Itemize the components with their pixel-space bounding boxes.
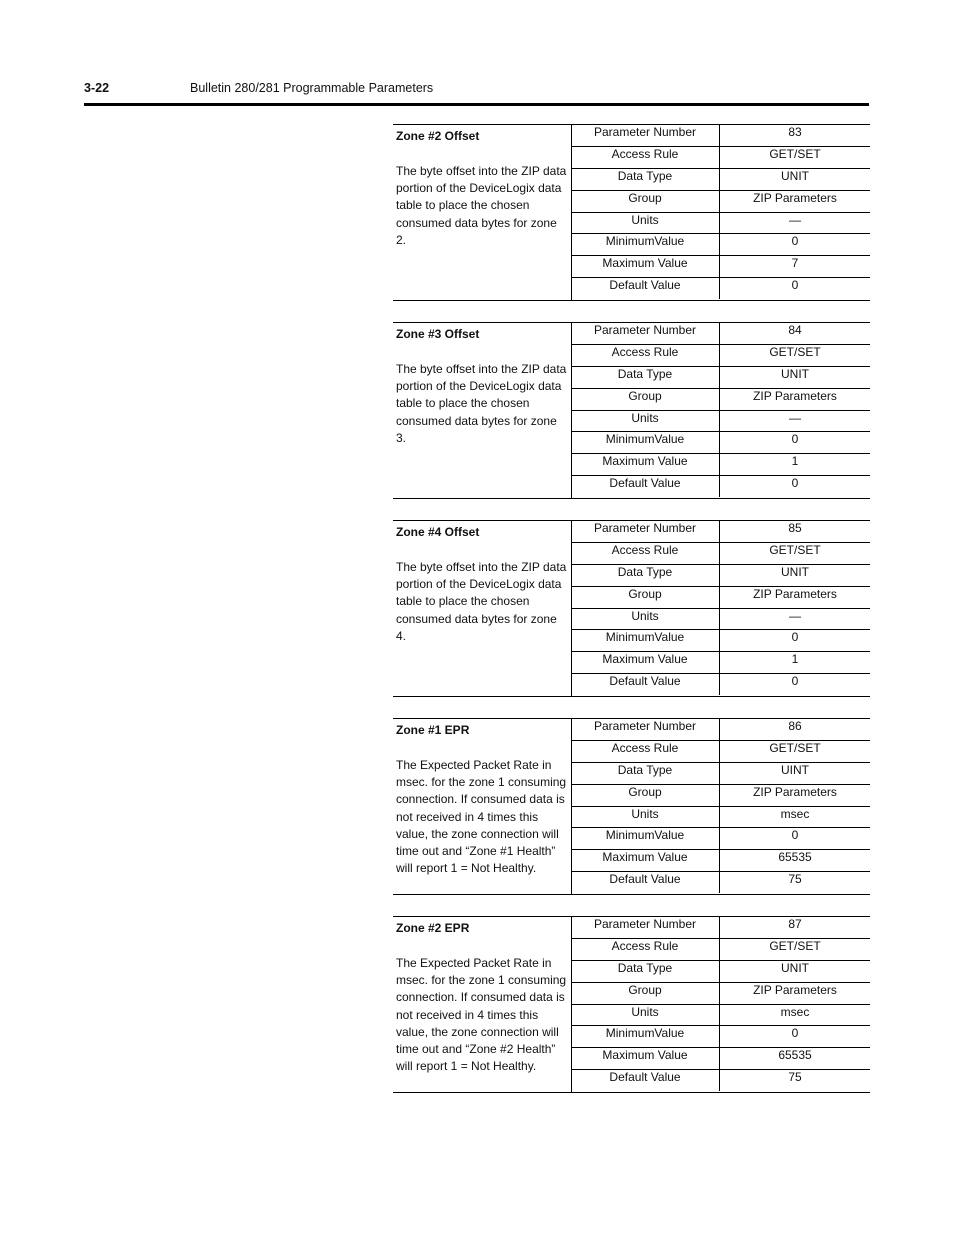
row-value: 0: [720, 1026, 871, 1048]
table-row: [571, 1048, 870, 1070]
row-value: 85: [720, 521, 871, 542]
table-row: [571, 982, 870, 1004]
table-row: [571, 784, 870, 806]
parameter-block: [393, 124, 870, 301]
row-value: 0: [720, 234, 871, 256]
row-value: 86: [720, 719, 871, 740]
table-row: [571, 168, 870, 190]
row-value: 0: [791, 278, 799, 293]
description-line: time out and “Zone #1 Health”: [396, 844, 556, 859]
row-label: Group: [571, 388, 720, 410]
row-label: Units: [571, 410, 720, 432]
parameter-table: [571, 125, 870, 299]
page-number: 3-22: [84, 81, 110, 95]
parameter-block: [393, 916, 870, 1093]
description-line: connection. If consumed data is: [396, 990, 565, 1005]
row-value: 65535: [720, 850, 871, 872]
parameter-table: [571, 521, 870, 695]
table-row: [571, 432, 870, 454]
row-label: Access Rule: [571, 146, 720, 168]
row-value: —: [720, 212, 871, 234]
table-row: [571, 190, 870, 212]
parameter-description: [393, 323, 572, 498]
row-value: ZIP Parameters: [720, 586, 871, 608]
row-label: Parameter Number: [571, 521, 720, 542]
row-label: Access Rule: [571, 344, 720, 366]
parameter-description-text: [396, 757, 568, 877]
row-label: MinimumValue: [571, 630, 720, 652]
table-row: [571, 212, 870, 234]
description-line: msec. for the zone 1 consuming: [396, 973, 567, 988]
table-row: [571, 388, 870, 410]
row-label: Parameter Number: [571, 719, 720, 740]
parameter-title: Zone #4 Offset: [396, 525, 480, 539]
row-value: 75: [788, 872, 802, 887]
row-value: ZIP Parameters: [720, 982, 871, 1004]
row-value: 75: [788, 1070, 802, 1085]
table-row: [571, 454, 870, 476]
table-row: [571, 278, 870, 299]
table-row: [571, 652, 870, 674]
row-value: GET/SET: [720, 146, 871, 168]
parameter-description-text: [396, 361, 568, 447]
row-label: Units: [571, 1004, 720, 1026]
table-row: [571, 410, 870, 432]
table-row: [571, 630, 870, 652]
table-row: [571, 806, 870, 828]
row-value: msec: [720, 806, 871, 828]
description-line: The Expected Packet Rate in: [396, 956, 552, 970]
row-label: Data Type: [571, 564, 720, 586]
table-row: [571, 1004, 870, 1026]
table-row: [571, 1026, 870, 1048]
table-row: [571, 850, 870, 872]
row-label: Units: [571, 212, 720, 234]
description-line: table to place the chosen: [396, 594, 530, 609]
row-label: Maximum Value: [571, 850, 720, 872]
parameter-title: Zone #3 Offset: [396, 327, 480, 341]
parameter-block: [393, 520, 870, 697]
row-label: Data Type: [571, 168, 720, 190]
parameter-table: [571, 917, 870, 1091]
row-value: 7: [720, 256, 871, 278]
row-value: GET/SET: [720, 344, 871, 366]
row-value: 83: [720, 125, 871, 146]
row-label: Parameter Number: [571, 125, 720, 146]
description-line: connection. If consumed data is: [396, 792, 565, 807]
parameter-title: Zone #1 EPR: [396, 723, 470, 737]
row-value: 87: [720, 917, 871, 938]
row-label: Units: [571, 608, 720, 630]
table-row: [571, 586, 870, 608]
row-value: UNIT: [720, 564, 871, 586]
row-value: —: [720, 410, 871, 432]
table-row: [571, 917, 870, 938]
row-label: Group: [571, 190, 720, 212]
parameter-table: [571, 719, 870, 893]
table-row: [571, 762, 870, 784]
row-value: msec: [720, 1004, 871, 1026]
row-label: Default Value: [571, 872, 720, 893]
parameter-description: [393, 917, 572, 1092]
description-line: The byte offset into the ZIP data: [396, 362, 567, 376]
table-row: [571, 872, 870, 893]
description-line: will report 1 = Not Healthy.: [396, 1059, 537, 1074]
table-row: [571, 542, 870, 564]
row-value: 1: [720, 652, 871, 674]
row-value: UNIT: [720, 960, 871, 982]
description-line: portion of the DeviceLogix data: [396, 181, 562, 196]
row-value: UNIT: [720, 366, 871, 388]
row-value: 0: [791, 674, 799, 689]
table-row: [571, 608, 870, 630]
row-value: ZIP Parameters: [720, 784, 871, 806]
parameter-description: [393, 125, 572, 300]
description-line: table to place the chosen: [396, 198, 530, 213]
row-label: MinimumValue: [571, 234, 720, 256]
row-label: Maximum Value: [571, 454, 720, 476]
description-line: The Expected Packet Rate in: [396, 758, 552, 772]
table-row: [571, 521, 870, 542]
row-value: UNIT: [720, 168, 871, 190]
row-label: Data Type: [571, 762, 720, 784]
row-label: Default Value: [571, 278, 720, 299]
row-label: Data Type: [571, 960, 720, 982]
table-row: [571, 828, 870, 850]
table-row: [571, 234, 870, 256]
row-value: GET/SET: [720, 740, 871, 762]
row-value: 0: [720, 432, 871, 454]
parameter-title: Zone #2 Offset: [396, 129, 480, 143]
row-label: Access Rule: [571, 740, 720, 762]
table-row: [571, 344, 870, 366]
table-row: [571, 674, 870, 695]
description-line: The byte offset into the ZIP data: [396, 164, 567, 178]
row-label: Maximum Value: [571, 256, 720, 278]
description-line: will report 1 = Not Healthy.: [396, 861, 537, 876]
row-label: MinimumValue: [571, 828, 720, 850]
table-row: [571, 740, 870, 762]
row-value: ZIP Parameters: [720, 190, 871, 212]
row-label: Parameter Number: [571, 323, 720, 344]
row-value: 1: [720, 454, 871, 476]
table-row: [571, 719, 870, 740]
row-label: Access Rule: [571, 938, 720, 960]
row-label: Units: [571, 806, 720, 828]
parameter-table: [571, 323, 870, 497]
description-line: consumed data bytes for zone 4.: [396, 611, 557, 643]
page-header: [84, 80, 869, 106]
row-value: GET/SET: [720, 938, 871, 960]
table-row: [571, 960, 870, 982]
row-label: Maximum Value: [571, 1048, 720, 1070]
row-label: Access Rule: [571, 542, 720, 564]
row-label: Parameter Number: [571, 917, 720, 938]
page-title: Bulletin 280/281 Programmable Parameters: [190, 81, 434, 95]
row-label: Maximum Value: [571, 652, 720, 674]
table-row: [571, 564, 870, 586]
table-row: [571, 476, 870, 497]
description-line: not received in 4 times this: [396, 809, 539, 824]
table-row: [571, 938, 870, 960]
row-label: Group: [571, 586, 720, 608]
row-value: 0: [720, 828, 871, 850]
description-line: time out and “Zone #2 Health”: [396, 1042, 556, 1057]
row-label: Group: [571, 982, 720, 1004]
table-row: [571, 323, 870, 344]
row-value: 0: [791, 476, 799, 491]
description-line: portion of the DeviceLogix data: [396, 379, 562, 394]
row-value: 0: [720, 630, 871, 652]
row-label: MinimumValue: [571, 1026, 720, 1048]
description-line: consumed data bytes for zone 2.: [396, 215, 557, 247]
row-value: —: [720, 608, 871, 630]
description-line: consumed data bytes for zone 3.: [396, 413, 557, 445]
description-line: not received in 4 times this: [396, 1007, 539, 1022]
row-value: 84: [720, 323, 871, 344]
parameter-description: [393, 521, 572, 696]
row-label: MinimumValue: [571, 432, 720, 454]
parameter-block: [393, 718, 870, 895]
description-line: msec. for the zone 1 consuming: [396, 775, 567, 790]
table-row: [571, 256, 870, 278]
table-row: [571, 1070, 870, 1091]
description-line: value, the zone connection will: [396, 826, 559, 841]
parameter-description-text: [396, 163, 568, 249]
description-line: portion of the DeviceLogix data: [396, 577, 562, 592]
table-row: [571, 125, 870, 146]
description-line: table to place the chosen: [396, 396, 530, 411]
row-label: Default Value: [571, 1070, 720, 1091]
parameter-title: Zone #2 EPR: [396, 921, 470, 935]
row-label: Default Value: [571, 476, 720, 497]
row-value: ZIP Parameters: [720, 388, 871, 410]
row-label: Data Type: [571, 366, 720, 388]
parameter-description-text: [396, 559, 568, 645]
row-label: Default Value: [571, 674, 720, 695]
table-row: [571, 146, 870, 168]
description-line: The byte offset into the ZIP data: [396, 560, 567, 574]
table-row: [571, 366, 870, 388]
row-value: 65535: [720, 1048, 871, 1070]
parameter-description-text: [396, 955, 568, 1075]
row-value: GET/SET: [720, 542, 871, 564]
row-label: Group: [571, 784, 720, 806]
parameter-description: [393, 719, 572, 894]
row-value: UINT: [720, 762, 871, 784]
description-line: value, the zone connection will: [396, 1024, 559, 1039]
parameter-block: [393, 322, 870, 499]
